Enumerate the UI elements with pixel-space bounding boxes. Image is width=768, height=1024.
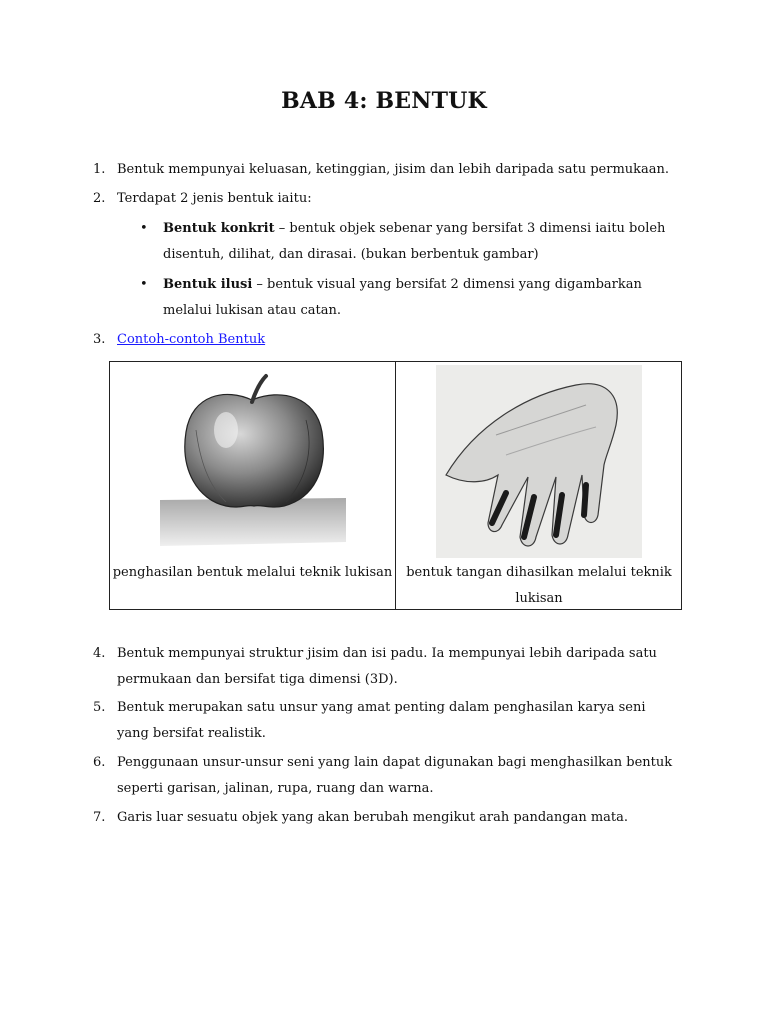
item-text: Terdapat 2 jenis bentuk iaitu:: [117, 191, 312, 206]
page-title: BAB 4: BENTUK: [281, 88, 487, 114]
examples-link-wrap: [117, 327, 265, 353]
item-number: 3.: [93, 332, 106, 347]
bullet-term: Bentuk konkrit: [163, 221, 275, 236]
caption-apple: penghasilan bentuk melalui teknik lukisan: [112, 565, 393, 580]
table-cell-hand: [396, 362, 682, 609]
bullet-line-continued: melalui lukisan atau catan.: [163, 303, 341, 318]
bullet-term: Bentuk ilusi: [163, 277, 253, 292]
item-text-continued: seperti garisan, jalinan, rupa, ruang dan warna.: [117, 781, 434, 796]
bullet-dot: •: [140, 277, 148, 292]
table-cell-apple: [110, 362, 395, 609]
item-text-continued: yang bersifat realistik.: [117, 726, 266, 741]
item-number: 1.: [93, 162, 106, 177]
item-text: Garis luar sesuatu objek yang akan berubah mengikut arah pandangan mata.: [117, 810, 629, 825]
caption-hand: bentuk tangan dihasilkan melalui teknik lukisan: [406, 565, 672, 606]
item-number: 5.: [93, 700, 106, 715]
bullet-desc: – bentuk objek sebenar yang bersifat 3 dimensi iaitu boleh: [274, 221, 666, 236]
bullet-line: [163, 216, 665, 242]
item-text: Bentuk mempunyai keluasan, ketinggian, jisim dan lebih daripada satu permukaan.: [117, 162, 670, 177]
item-number: 4.: [93, 646, 106, 661]
examples-table: [109, 361, 682, 610]
item-text: Bentuk mempunyai struktur jisim dan isi padu. Ia mempunyai lebih daripada satu: [117, 646, 657, 661]
item-number: 6.: [93, 755, 106, 770]
item-number: 7.: [93, 810, 106, 825]
bullet-line-continued: disentuh, dilihat, dan dirasai. (bukan berbentuk gambar): [163, 247, 539, 262]
item-text-continued: permukaan dan bersifat tiga dimensi (3D).: [117, 672, 398, 687]
bullet-desc: – bentuk visual yang bersifat 2 dimensi yang digambarkan: [252, 277, 642, 292]
bullet-line: [163, 272, 642, 298]
item-text: Bentuk merupakan satu unsur yang amat penting dalam penghasilan karya seni: [117, 700, 646, 715]
apple-sketch-image: [156, 370, 348, 550]
examples-link[interactable]: Contoh-contoh Bentuk: [117, 332, 266, 347]
bullet-dot: •: [140, 221, 148, 236]
hand-sketch-image: [436, 365, 642, 558]
item-text: Penggunaan unsur-unsur seni yang lain dapat digunakan bagi menghasilkan bentuk: [117, 755, 673, 770]
item-number: 2.: [93, 191, 106, 206]
